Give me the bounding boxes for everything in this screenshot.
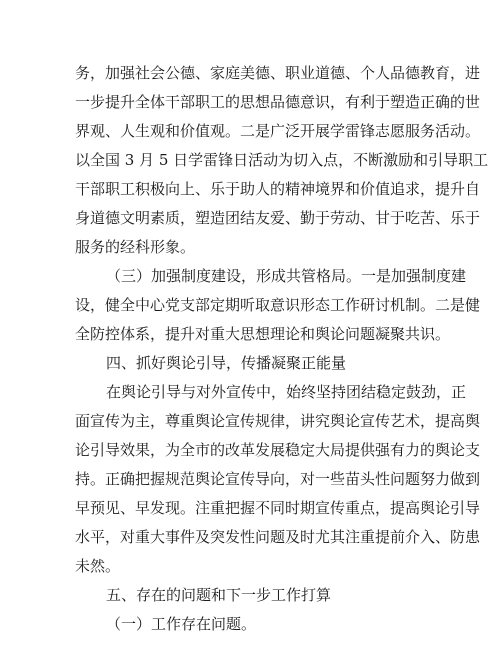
text-line: 干部职工积极向上、乐于助人的精神境界和价值追求，提升自 [75,180,481,198]
section-heading-4: 四、抓好舆论引导，传播凝聚正能量 [106,354,347,372]
text-line: 持。正确把握规范舆论宣传导向，对一些苗头性问题努力做到 [75,470,481,488]
text-line: 务，加强社会公德、家庭美德、职业道德、个人品德教育，进 [75,64,481,82]
text-line: 设，健全中心党支部定期听取意识形态工作研讨机制。二是健 [75,296,481,314]
text-line: 服务的经科形象。 [75,238,196,256]
subsection-heading: （一）工作存在问题。 [106,615,257,633]
text-line: 以全国 3 月 5 日学雷锋日活动为切入点，不断激励和引导职工 [75,151,489,169]
text-line: 水平，对重大事件及突发性问题及时尤其注重提前介入、防患 [75,528,481,546]
text-line: 界观、人生观和价值观。二是广泛开展学雷锋志愿服务活动。 [75,122,481,140]
section-heading-5: 五、存在的问题和下一步工作打算 [106,586,332,604]
text-line: 未然。 [75,557,121,575]
text-line: 身道德文明素质，塑造团结友爱、勤于劳动、甘于吃苦、乐于 [75,209,481,227]
text-line: 论引导效果，为全市的改革发展稳定大局提供强有力的舆论支 [75,441,481,459]
text-line: 一步提升全体干部职工的思想品德意识，有利于塑造正确的世 [75,93,481,111]
text-line: 全防控体系，提升对重大思想理论和舆论问题凝聚共识。 [75,325,451,343]
text-line: 面宣传为主，尊重舆论宣传规律，讲究舆论宣传艺术，提高舆 [75,412,481,430]
text-line: 在舆论引导与对外宣传中，始终坚持团结稳定鼓劲，正 [106,383,467,401]
section-heading-3: （三）加强制度建设，形成共管格局。一是加强制度建 [106,267,467,285]
text-line: 早预见、早发现。注重把握不同时期宣传重点，提高舆论引导 [75,499,481,517]
